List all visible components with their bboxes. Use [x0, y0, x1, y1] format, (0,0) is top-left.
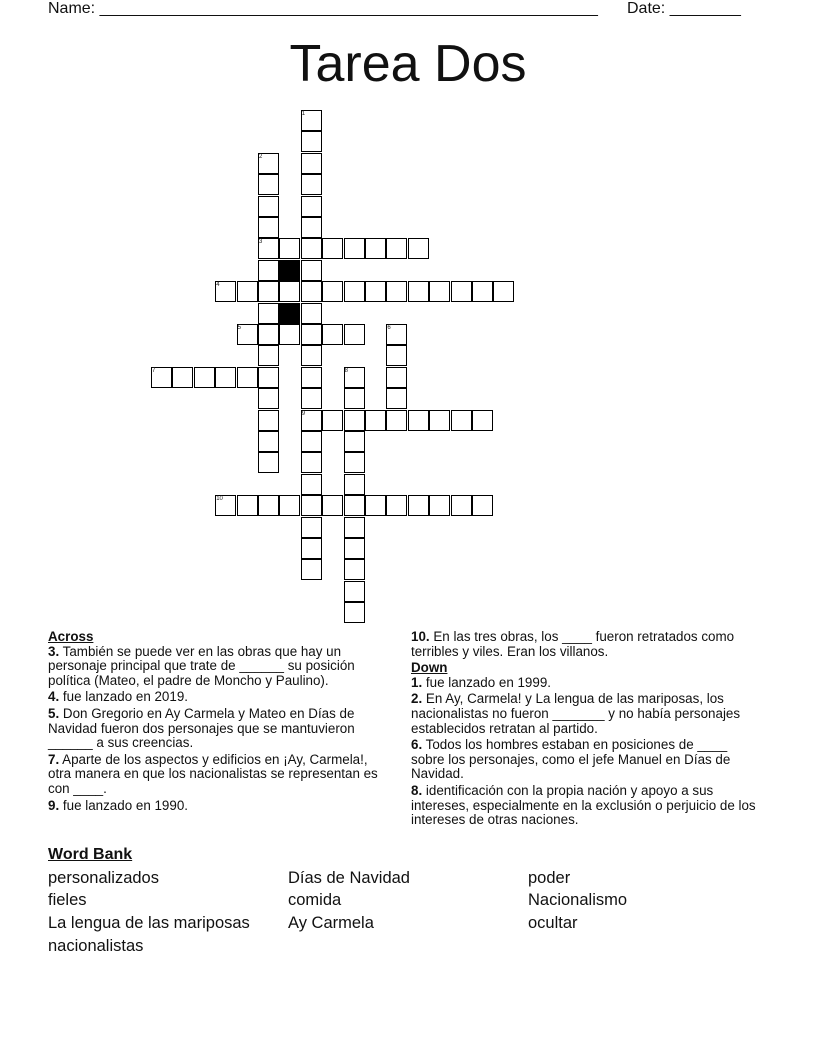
clue-number: 8. — [411, 782, 423, 798]
crossword-cell[interactable] — [301, 367, 322, 388]
crossword-cell[interactable] — [258, 174, 279, 195]
clue-number-label: 5 — [237, 325, 241, 331]
crossword-cell[interactable] — [151, 367, 172, 388]
crossword-cell[interactable] — [451, 281, 472, 302]
crossword-cell[interactable] — [258, 452, 279, 473]
crossword-cell[interactable] — [301, 153, 322, 174]
crossword-cell[interactable] — [344, 238, 365, 259]
clue-number-label: 6 — [387, 325, 391, 331]
crossword-cell[interactable] — [301, 388, 322, 409]
crossword-cell[interactable] — [215, 495, 236, 516]
crossword-cell[interactable] — [258, 238, 279, 259]
crossword-cell[interactable] — [344, 602, 365, 623]
crossword-cell[interactable] — [258, 217, 279, 238]
clue-number-label: 9 — [301, 410, 306, 417]
word-bank-item: personalizados — [48, 869, 159, 887]
crossword-cell[interactable] — [344, 581, 365, 602]
word-bank-item: La lengua de las mariposas — [48, 914, 250, 932]
crossword-cell[interactable] — [301, 410, 322, 431]
crossword-cell[interactable] — [344, 559, 365, 580]
crossword-cell[interactable] — [365, 281, 386, 302]
clue-text: fue lanzado en 1990. — [62, 797, 188, 813]
clue-number-label: 3 — [259, 239, 263, 246]
across-heading: Across — [48, 629, 94, 644]
clue-number: 6. — [411, 737, 423, 753]
crossword-cell[interactable] — [215, 281, 236, 302]
clue-down-1 — [411, 676, 761, 691]
crossword-cell[interactable] — [258, 345, 279, 366]
clue-number: 4. — [48, 689, 60, 705]
clue-across-3 — [48, 645, 393, 689]
crossword-cell[interactable] — [301, 559, 322, 580]
crossword-cell[interactable] — [237, 367, 258, 388]
crossword-cell[interactable] — [344, 367, 365, 388]
crossword-cell[interactable] — [258, 281, 279, 302]
crossword-cell[interactable] — [344, 281, 365, 302]
crossword-cell[interactable] — [258, 260, 279, 281]
crossword-cell[interactable] — [301, 324, 322, 345]
crossword-cell[interactable] — [258, 367, 279, 388]
crossword-cell[interactable] — [258, 388, 279, 409]
word-bank-item: comida — [288, 891, 342, 909]
clue-number: 2. — [411, 691, 423, 707]
crossword-cell[interactable] — [344, 452, 365, 473]
clue-number-label: 4 — [216, 282, 220, 289]
crossword-cell[interactable] — [301, 303, 322, 324]
crossword-cell[interactable] — [258, 410, 279, 431]
crossword-cell[interactable] — [237, 281, 258, 302]
clue-across-10 — [411, 630, 761, 659]
crossword-cell[interactable] — [301, 281, 322, 302]
crossword-cell[interactable] — [386, 410, 407, 431]
clue-across-7 — [48, 753, 393, 797]
crossword-cell[interactable] — [301, 196, 322, 217]
crossword-cell[interactable] — [301, 452, 322, 473]
crossword-cell[interactable] — [301, 345, 322, 366]
crossword-cell[interactable] — [386, 345, 407, 366]
clue-across-5 — [48, 707, 393, 751]
crossword-cell[interactable] — [386, 388, 407, 409]
crossword-cell[interactable] — [429, 410, 450, 431]
crossword-cell[interactable] — [301, 174, 322, 195]
crossword-cell[interactable] — [279, 281, 300, 302]
crossword-cell[interactable] — [365, 495, 386, 516]
crossword-cell[interactable] — [344, 517, 365, 538]
crossword-cell[interactable] — [258, 196, 279, 217]
crossword-cell[interactable] — [344, 324, 365, 345]
crossword-cell[interactable] — [429, 495, 450, 516]
clue-down-6 — [411, 738, 761, 782]
clue-number: 5. — [48, 705, 60, 721]
crossword-cell[interactable] — [279, 495, 300, 516]
clue-number-label: 2 — [259, 153, 263, 160]
clue-across-4 — [48, 690, 393, 705]
crossword-block — [279, 260, 300, 281]
crossword-cell[interactable] — [344, 474, 365, 495]
header — [48, 0, 748, 20]
page-title: Tarea Dos — [289, 35, 527, 93]
crossword-cell[interactable] — [472, 281, 493, 302]
crossword-cell[interactable] — [301, 110, 322, 131]
clue-text: En las tres obras, los ____ fueron retratados como terribles y viles. Eran los villanos. — [411, 629, 735, 659]
word-bank-item: ocultar — [528, 914, 578, 932]
clue-text: fue lanzado en 2019. — [62, 689, 188, 705]
crossword-cell[interactable] — [322, 281, 343, 302]
crossword-cell[interactable] — [237, 324, 258, 345]
crossword-block — [279, 303, 300, 324]
crossword-cell[interactable] — [365, 238, 386, 259]
crossword-cell[interactable] — [301, 431, 322, 452]
clue-across-9 — [48, 799, 393, 814]
clues-left-column — [48, 630, 393, 815]
clue-text: Aparte de los aspectos y edificios en ¡Ay, Carmela!, otra manera en que los nacionalistas se representan es con ____. — [48, 751, 378, 796]
word-bank-item: Nacionalismo — [528, 891, 628, 909]
clue-number: 10. — [411, 629, 430, 644]
crossword-cell[interactable] — [258, 495, 279, 516]
crossword-cell[interactable] — [408, 410, 429, 431]
crossword-cell[interactable] — [279, 324, 300, 345]
down-heading: Down — [411, 660, 448, 676]
crossword-cell[interactable] — [258, 431, 279, 452]
crossword-cell[interactable] — [386, 367, 407, 388]
crossword-cell[interactable] — [344, 495, 365, 516]
crossword-cell[interactable] — [344, 410, 365, 431]
crossword-cell[interactable] — [194, 367, 215, 388]
crossword-cell[interactable] — [215, 367, 236, 388]
clue-text: identificación con la propia nación y apoyo a sus intereses, especialmente en la exclusión o perjuicio de los intereses de otras naciones. — [411, 782, 756, 828]
crossword-cell[interactable] — [322, 495, 343, 516]
word-bank-item: Ay Carmela — [288, 914, 374, 932]
crossword-cell[interactable] — [237, 495, 258, 516]
clue-number-label: 8 — [344, 367, 348, 374]
clue-number-label: 10 — [216, 496, 223, 503]
clues-right-column — [411, 630, 761, 830]
clue-text: fue lanzado en 1999. — [425, 674, 551, 690]
word-bank-item: fieles — [48, 891, 87, 909]
clue-text: También se puede ver en las obras que hay un personaje principal que trate de ______ su posición política (Mateo, el padre de Moncho y Paulino). — [48, 643, 355, 688]
crossword-cell[interactable] — [344, 538, 365, 559]
word-bank-item: nacionalistas — [48, 937, 144, 955]
clue-down-2 — [411, 692, 761, 736]
clue-down-8 — [411, 784, 761, 828]
word-bank-item: poder — [528, 869, 571, 887]
crossword-cell[interactable] — [429, 281, 450, 302]
crossword-cell[interactable] — [279, 238, 300, 259]
crossword-cell[interactable] — [408, 238, 429, 259]
crossword-cell[interactable] — [322, 324, 343, 345]
crossword-cell[interactable] — [301, 260, 322, 281]
crossword-cell[interactable] — [301, 495, 322, 516]
crossword-cell[interactable] — [408, 495, 429, 516]
clue-text: Don Gregorio en Ay Carmela y Mateo en Días de Navidad fueron dos personajes que se mantuvieron ______ a sus creencias. — [48, 705, 355, 751]
crossword-cell[interactable] — [365, 410, 386, 431]
crossword-cell[interactable] — [344, 431, 365, 452]
clue-text: En Ay, Carmela! y La lengua de las mariposas, los nacionalistas no fueron _______ y no había personajes establecidos retratan al partido. — [411, 691, 741, 736]
clue-number-label: 7 — [152, 367, 156, 374]
crossword-cell[interactable] — [301, 538, 322, 559]
clue-text: Todos los hombres estaban en posiciones de ____ sobre los personajes, como el jefe Manuel en Días de Navidad. — [411, 737, 731, 782]
crossword-cell[interactable] — [451, 410, 472, 431]
crossword-cell[interactable] — [386, 281, 407, 302]
crossword-cell[interactable] — [386, 495, 407, 516]
crossword-cell[interactable] — [451, 495, 472, 516]
crossword-cell[interactable] — [472, 495, 493, 516]
crossword-cell[interactable] — [172, 367, 193, 388]
crossword-cell[interactable] — [386, 238, 407, 259]
clue-number: 9. — [48, 797, 60, 813]
crossword-cell[interactable] — [322, 410, 343, 431]
crossword-cell[interactable] — [301, 217, 322, 238]
crossword-cell[interactable] — [408, 281, 429, 302]
word-bank-title: Word Bank — [48, 846, 133, 863]
crossword-cell[interactable] — [344, 388, 365, 409]
crossword-cell[interactable] — [472, 410, 493, 431]
crossword-cell[interactable] — [322, 238, 343, 259]
crossword-cell[interactable] — [258, 303, 279, 324]
crossword-cell[interactable] — [301, 474, 322, 495]
crossword-cell[interactable] — [493, 281, 514, 302]
clue-number: 1. — [411, 674, 423, 690]
date-field-label[interactable]: Date: ________ — [627, 0, 741, 17]
clue-number: 7. — [48, 751, 60, 767]
crossword-cell[interactable] — [386, 324, 407, 345]
crossword-cell[interactable] — [301, 517, 322, 538]
clue-number-label: 1 — [301, 111, 306, 117]
crossword-cell[interactable] — [258, 153, 279, 174]
name-field-label[interactable]: Name: ________________________________________________________ — [48, 0, 598, 17]
crossword-cell[interactable] — [301, 238, 322, 259]
word-bank-item: Días de Navidad — [288, 869, 410, 887]
crossword-cell[interactable] — [258, 324, 279, 345]
crossword-cell[interactable] — [301, 131, 322, 152]
clue-number: 3. — [48, 643, 60, 659]
